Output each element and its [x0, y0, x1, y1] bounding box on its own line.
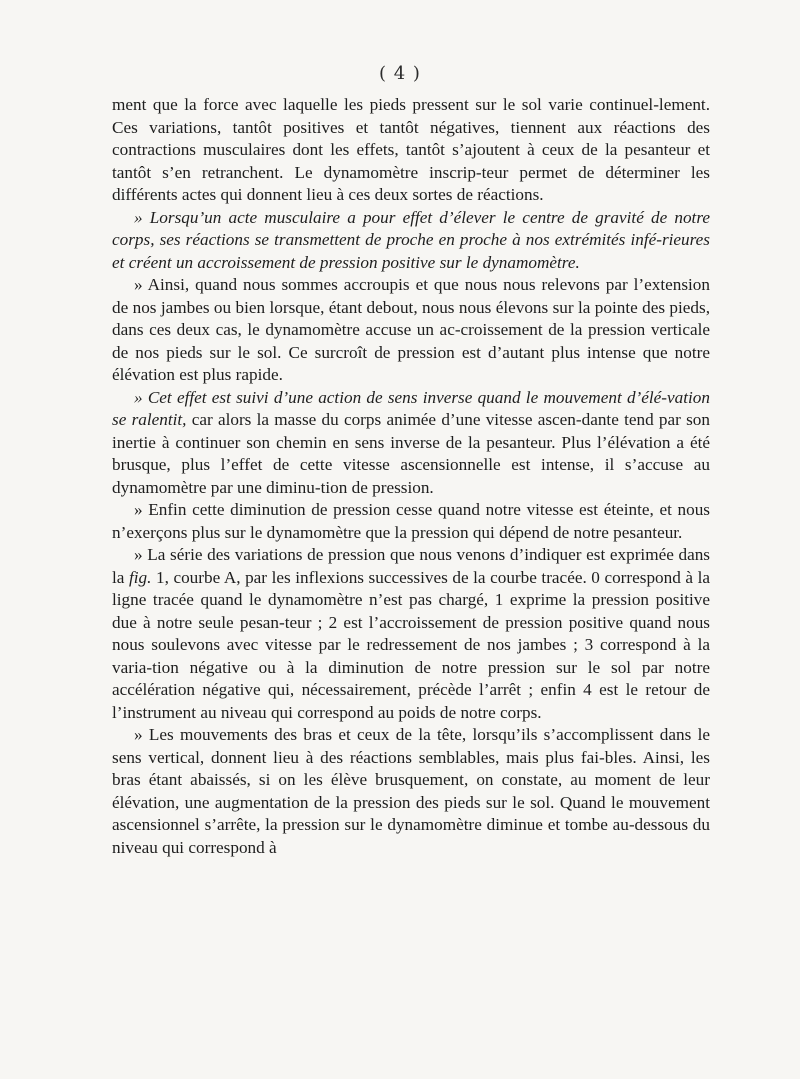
paragraph-1: ment que la force avec laquelle les pieds pressent sur le sol varie continuel-lement. Ces variations, tantôt positives et tantôt négatives, tiennent aux réactions des contractions musculaires dont les effets, tantôt s’ajoutent à ceux de la pesanteur et tantôt s’en retranchent. Le dynamomètre inscrip-teur permet de déterminer les différents actes qui donnent lieu à ces deux sortes de réactions. — [112, 95, 710, 204]
paragraph-6-end: 1, courbe A, par les inflexions successives de la courbe tracée. 0 correspond à la ligne tracée quand le dynamomètre n’est pas chargé, 1 exprime la pression positive due à notre seule pesan-teur ; 2 est l’accroissement de pression positive quand nous nous soulevons avec vitesse par le redressement de nos jambes ; 3 correspond à la varia-tion négative ou à la diminution de notre pression sur le sol par notre accélération négative qui, nécessairement, précède l’arrêt ; enfin 4 est le retour de l’instrument au niveau qui correspond au poids de notre corps. — [112, 567, 710, 722]
page-number: ( 4 ) — [379, 63, 421, 84]
paragraph-4-rest: car alors la masse du corps animée d’une vitesse ascen-dante tend par son inertie à continuer son chemin en sens inverse de la pesanteur. Plus l’élévation a été brusque, plus l’effet de cette vitesse ascensionnelle est intense, il s’accuse au dynamomètre par une diminu-tion de pression. — [112, 410, 710, 497]
paragraph-3: » Ainsi, quand nous sommes accroupis et que nous nous relevons par l’extension de nos jambes ou bien lorsque, étant debout, nous nous élevons sur la pointe des pieds, dans ces deux cas, le dynamomètre accuse un ac-croissement de la pression verticale de nos pieds sur le sol. Ce surcroît de pression est d’autant plus intense que notre élévation est plus rapide. — [112, 275, 710, 384]
paragraph-4 — [112, 387, 710, 500]
paragraph-6-start: » La série des variations de pression que nous venons d’indiquer est exprimée dans la — [112, 545, 710, 587]
paragraph-6 — [112, 544, 710, 724]
paragraph-2: » Lorsqu’un acte musculaire a pour effet d’élever le centre de gravité de notre corps, ses réactions se transmettent de proche en proche à nos extrémités infé-rieures et créent un accroissement de pression positive sur le dynamomètre. — [112, 207, 710, 272]
figure-reference: fig. — [128, 567, 152, 587]
paragraph-4-italic: » Cet effet est suivi d’une action de sens inverse quand le mouvement d’élé-vation se ralentit, — [112, 387, 710, 429]
paragraph-7: » Les mouvements des bras et ceux de la tête, lorsqu’ils s’accomplissent dans le sens vertical, donnent lieu à des réactions semblables, mais plus fai-bles. Ainsi, les bras étant abaissés, si on les élève brusquement, on constate, au moment de leur élévation, une augmentation de la pression des pieds sur le sol. Quand le mouvement ascensionnel s’arrête, la pression sur le dynamomètre diminue et tombe au-dessous du niveau qui correspond à — [112, 725, 710, 857]
paragraph-5: » Enfin cette diminution de pression cesse quand notre vitesse est éteinte, et nous n’exerçons plus sur le dynamomètre que la pression qui dépend de notre pesanteur. — [112, 500, 710, 542]
body-text — [112, 94, 710, 859]
